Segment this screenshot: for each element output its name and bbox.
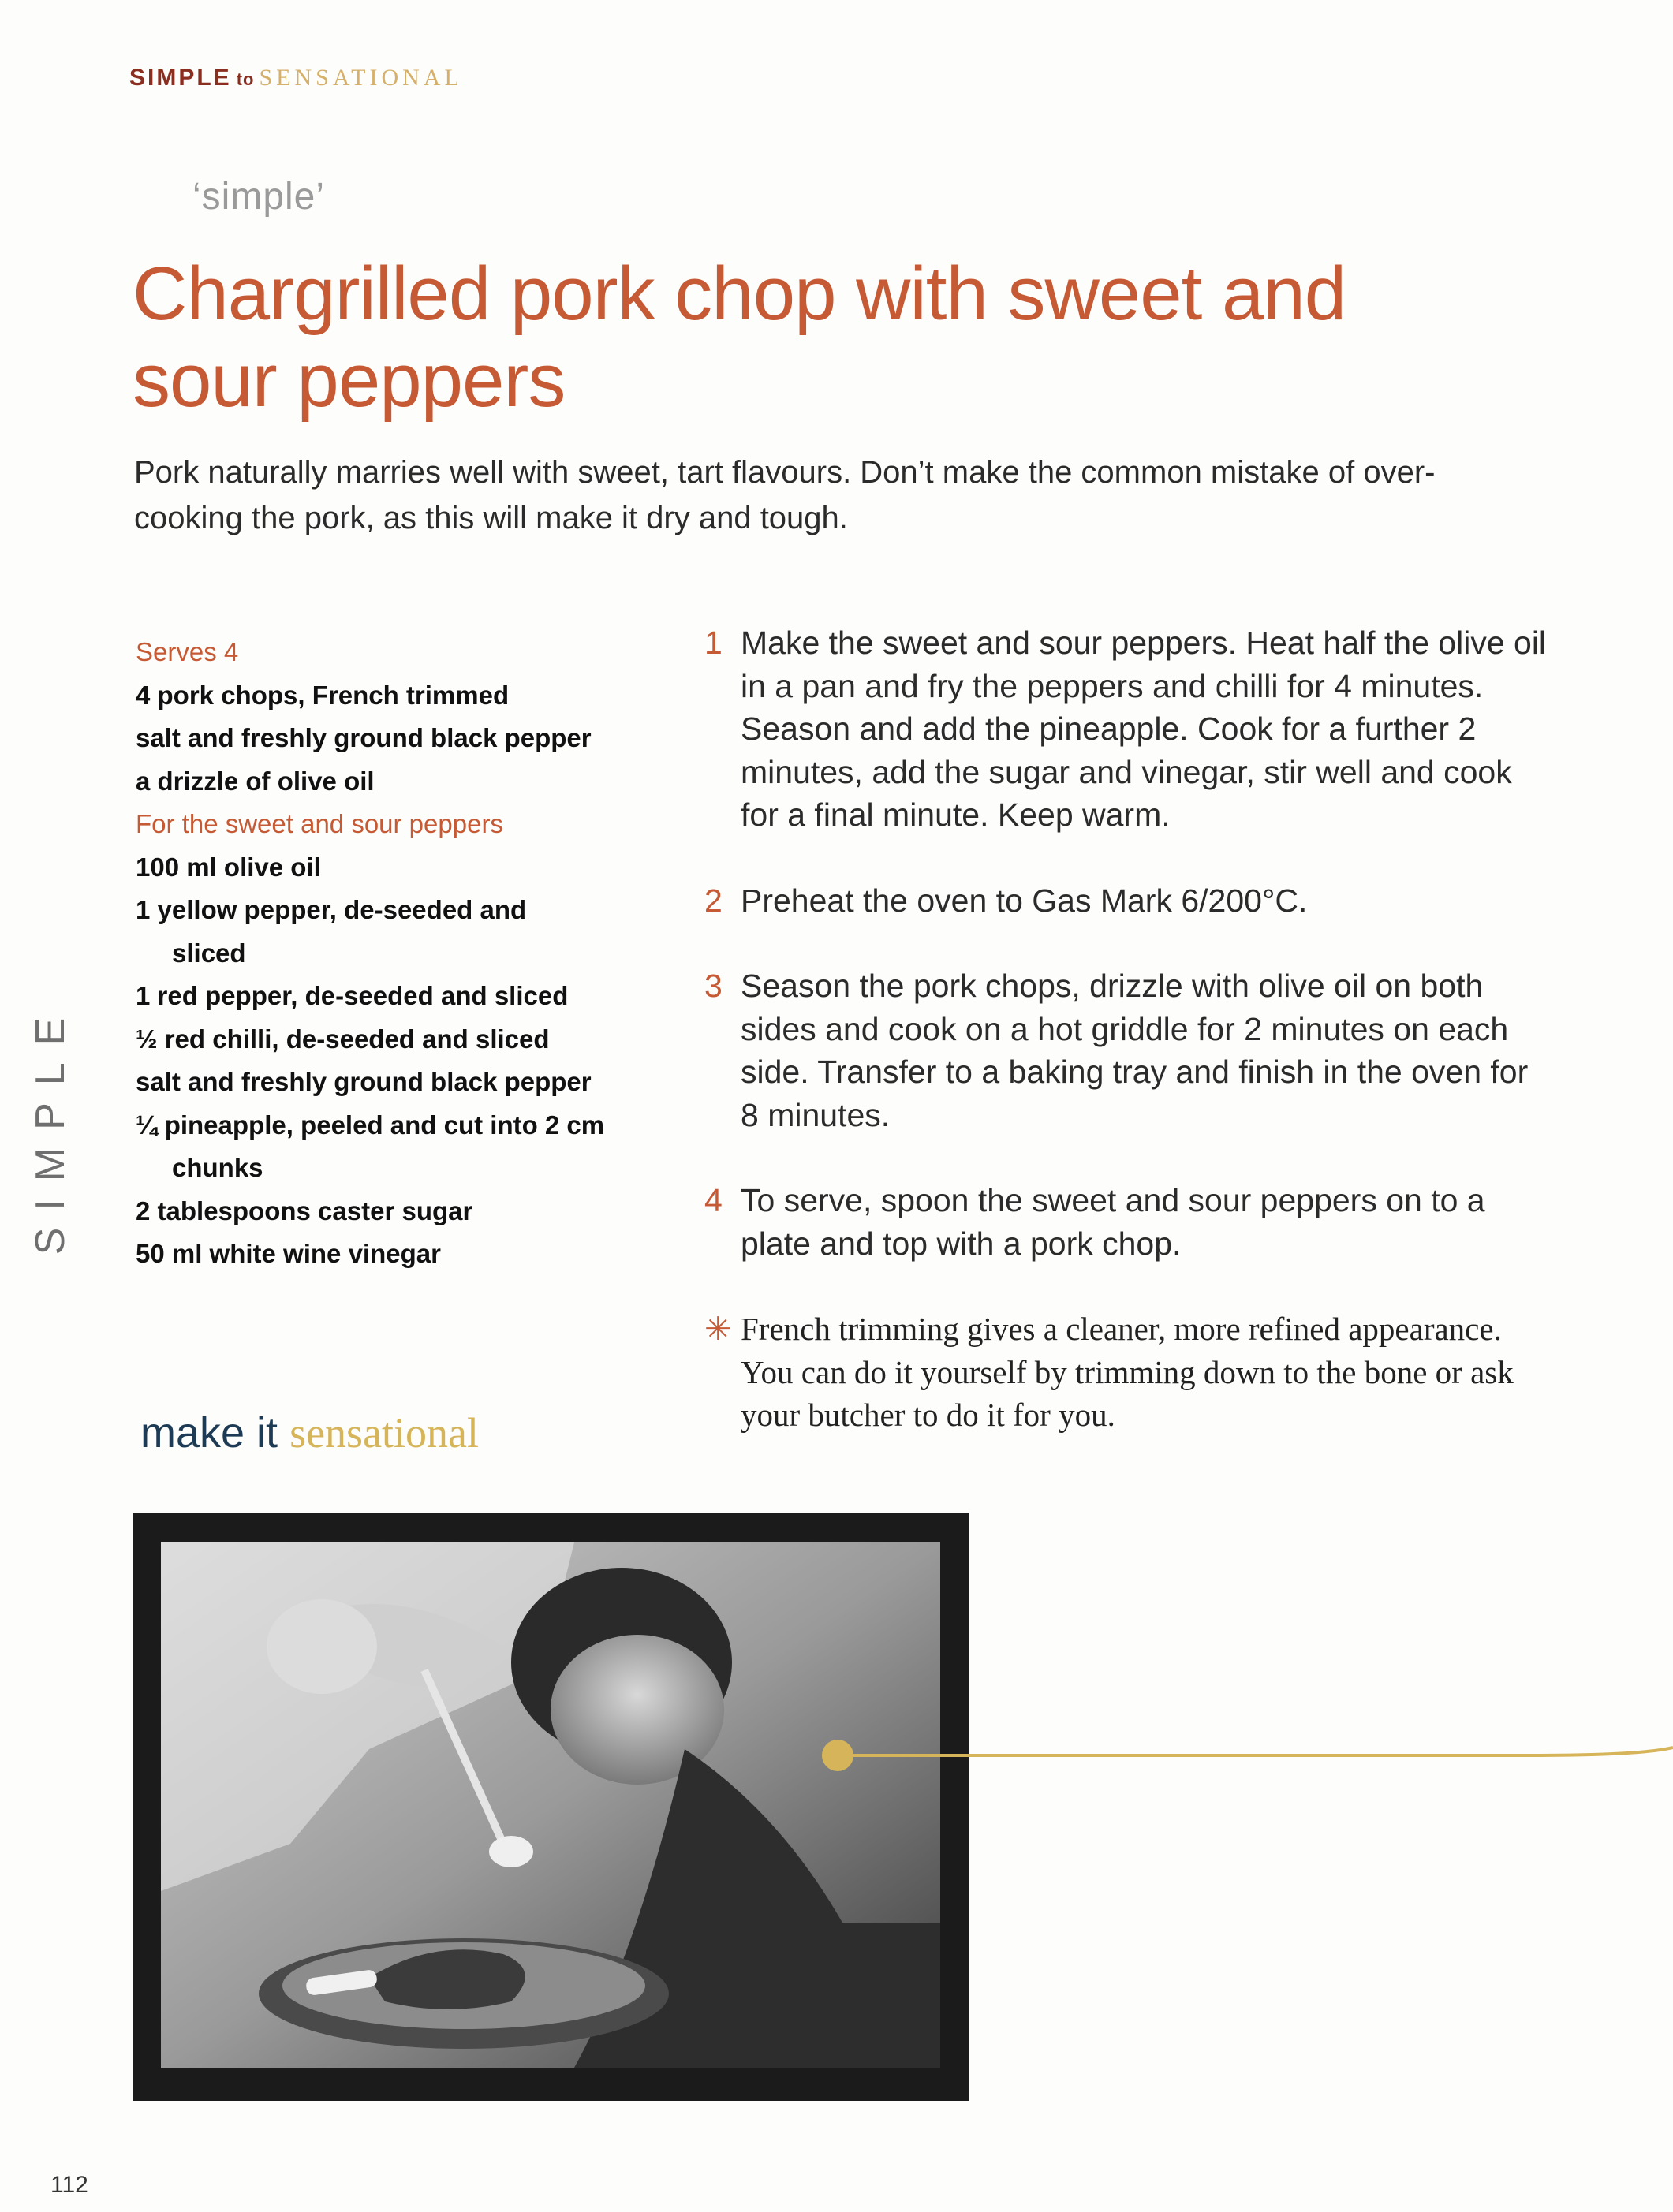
recipe-kicker: ‘simple’ (192, 176, 326, 218)
side-label-text: SIMPLE (28, 1000, 73, 1255)
ingredient-item: a drizzle of olive oil (136, 766, 375, 796)
ingredient-item: 1 red pepper, de-seeded and sliced (136, 981, 569, 1010)
sensational-text: sensational (289, 1409, 480, 1457)
method-step (704, 964, 1548, 1136)
ingredient-item: ½ red chilli, de-seeded and sliced (136, 1024, 550, 1054)
connector-line (820, 1733, 1673, 1781)
step-number: 3 (704, 968, 723, 1004)
method-steps (704, 621, 1548, 1437)
ingredient-subheading: Serves 4 (136, 637, 239, 666)
ingredient-item: 2 tablespoons caster sugar (136, 1196, 473, 1225)
chef-photo (133, 1513, 969, 2101)
make-it-sensational-heading (140, 1408, 479, 1457)
series-header-simple: SIMPLE (129, 65, 232, 91)
ingredient-item: chunks (172, 1153, 263, 1182)
series-header (129, 65, 463, 91)
step-number: 1 (704, 625, 723, 661)
ingredient-item: salt and freshly ground black pepper (136, 1067, 592, 1096)
tip-text: French trimming gives a cleaner, more refined appearance. You can do it yourself by trimming down to the bone or ask your butcher to do it for you. (741, 1311, 1514, 1433)
recipe-intro: Pork naturally marries well with sweet, tart flavours. Don’t make the common mistake of over-cooking the pork, as this will make it dry and tough. (134, 455, 1436, 535)
ingredient-item: salt and freshly ground black pepper (136, 723, 592, 752)
ingredient-item: 100 ml olive oil (136, 852, 321, 882)
cooking-tip (704, 1307, 1548, 1437)
page-number: 112 (50, 2172, 88, 2198)
method-step (704, 621, 1548, 837)
step-text: Season the pork chops, drizzle with olive oil on both sides and cook on a hot griddle for 2 minutes on each side. Transfer to a baking tray and finish in the oven for 8 minutes. (741, 968, 1529, 1133)
asterisk-icon: ✳ (704, 1311, 732, 1347)
method-step (704, 879, 1548, 923)
ingredient-item: 1 yellow pepper, de-seeded and (136, 895, 527, 924)
recipe-title: Chargrilled pork chop with sweet and sour peppers (133, 252, 1346, 423)
step-text: To serve, spoon the sweet and sour peppers on to a plate and top with a pork chop. (741, 1182, 1485, 1262)
side-section-label (27, 1002, 74, 1254)
step-number: 2 (704, 882, 723, 919)
ingredient-item: ¼ pineapple, peeled and cut into 2 cm (136, 1110, 605, 1140)
series-header-sensational: SENSATIONAL (259, 65, 463, 91)
ingredient-item: 50 ml white wine vinegar (136, 1239, 441, 1268)
method-step (704, 1179, 1548, 1265)
ingredient-item: sliced (172, 938, 246, 968)
step-text: Preheat the oven to Gas Mark 6/200°C. (741, 882, 1308, 919)
ingredients-list (136, 631, 672, 1276)
ingredient-subheading: For the sweet and sour peppers (136, 809, 503, 838)
step-number: 4 (704, 1182, 723, 1218)
ingredient-item: 4 pork chops, French trimmed (136, 680, 510, 710)
series-header-to: to (236, 69, 255, 89)
make-it-text: make it (140, 1409, 278, 1457)
step-text: Make the sweet and sour peppers. Heat half the olive oil in a pan and fry the peppers and chilli for 4 minutes. Season and add the pineapple. Cook for a further 2 minutes, add the sugar and vinegar, stir well and cook for a final minute. Keep warm. (741, 625, 1547, 833)
